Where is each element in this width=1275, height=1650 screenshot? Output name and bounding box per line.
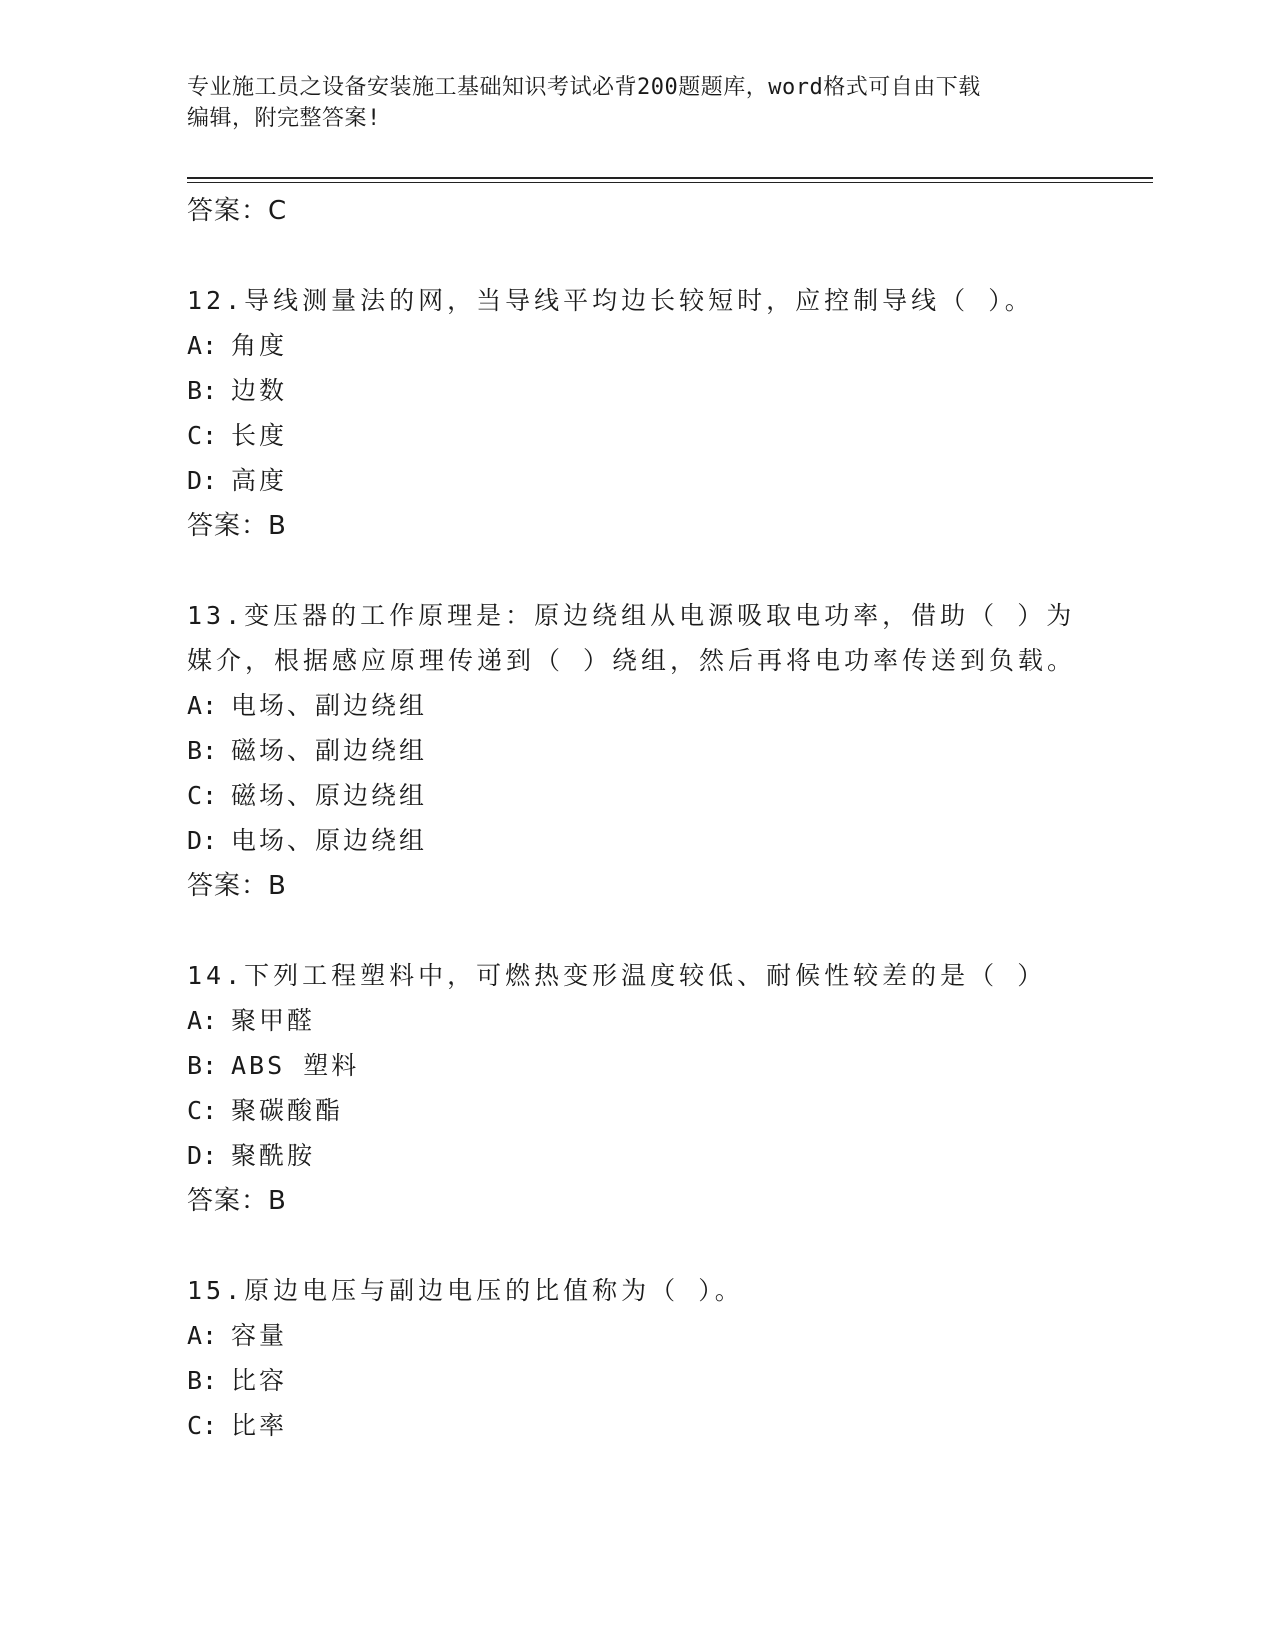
- option-c: [187, 413, 1087, 458]
- question-text: 15.原边电压与副边电压的比值称为（ ）。: [187, 1276, 744, 1305]
- option-text: 比率: [231, 1411, 288, 1440]
- option-text: 高度: [231, 466, 288, 495]
- option-text: 磁场、原边绕组: [231, 781, 428, 810]
- question-block: [187, 593, 1087, 909]
- answer-line: 答案：C: [187, 196, 288, 226]
- header-divider-thin: [187, 182, 1153, 183]
- question-text: 14.下列工程塑料中，可燃热变形温度较低、耐候性较差的是（ ）: [187, 961, 1047, 990]
- option-c: [187, 773, 1087, 818]
- option-text: 边数: [231, 376, 288, 405]
- answer-line: 答案：B: [187, 871, 287, 901]
- question-block: [187, 1268, 1087, 1448]
- option-d: [187, 1133, 1087, 1178]
- option-text: 聚酰胺: [231, 1141, 316, 1170]
- option-text: 电场、原边绕组: [231, 826, 428, 855]
- option-text: 角度: [231, 331, 288, 360]
- option-text: 聚碳酸酯: [231, 1096, 344, 1125]
- option-a: [187, 683, 1087, 728]
- option-text: 容量: [231, 1321, 288, 1350]
- option-text: 电场、副边绕组: [231, 691, 428, 720]
- option-letter: D:: [187, 466, 218, 495]
- option-b: [187, 368, 1087, 413]
- question-block: [187, 953, 1087, 1224]
- option-letter: A:: [187, 691, 218, 720]
- option-text: 聚甲醛: [231, 1006, 316, 1035]
- question-list: [187, 188, 1087, 1448]
- option-c: [187, 1403, 1087, 1448]
- header-title-line-1: 专业施工员之设备安装施工基础知识考试必背200题题库，word格式可自由下载: [187, 75, 981, 100]
- option-b: [187, 728, 1087, 773]
- option-d: [187, 458, 1087, 503]
- document-header: [187, 72, 1067, 134]
- option-a: [187, 998, 1087, 1043]
- answer-line: 答案：B: [187, 1186, 287, 1216]
- option-a: [187, 323, 1087, 368]
- option-letter: B:: [187, 376, 218, 405]
- option-letter: C:: [187, 781, 218, 810]
- option-letter: B:: [187, 1366, 218, 1395]
- option-letter: A:: [187, 1321, 218, 1350]
- option-letter: A:: [187, 1006, 218, 1035]
- option-letter: C:: [187, 421, 218, 450]
- option-letter: B:: [187, 736, 218, 765]
- option-text: 磁场、副边绕组: [231, 736, 428, 765]
- option-text: 长度: [231, 421, 288, 450]
- option-letter: C:: [187, 1411, 218, 1440]
- option-d: [187, 818, 1087, 863]
- option-c: [187, 1088, 1087, 1133]
- question-text: 12.导线测量法的网，当导线平均边长较短时，应控制导线（ ）。: [187, 286, 1034, 315]
- option-letter: D:: [187, 826, 218, 855]
- option-text: ABS 塑料: [231, 1051, 360, 1080]
- option-text: 比容: [231, 1366, 288, 1395]
- header-divider-thick: [187, 177, 1153, 179]
- option-letter: C:: [187, 1096, 218, 1125]
- question-text: 13.变压器的工作原理是：原边绕组从电源吸取电功率，借助（ ）为媒介，根据感应原理传递到（ ）绕组，然后再将电功率传送到负载。: [187, 601, 1077, 675]
- option-b: [187, 1043, 1087, 1088]
- option-letter: B:: [187, 1051, 218, 1080]
- header-title-line-2: 编辑，附完整答案!: [187, 106, 381, 131]
- answer-line: 答案：B: [187, 511, 287, 541]
- option-letter: D:: [187, 1141, 218, 1170]
- option-a: [187, 1313, 1087, 1358]
- option-letter: A:: [187, 331, 218, 360]
- question-block: [187, 278, 1087, 549]
- option-b: [187, 1358, 1087, 1403]
